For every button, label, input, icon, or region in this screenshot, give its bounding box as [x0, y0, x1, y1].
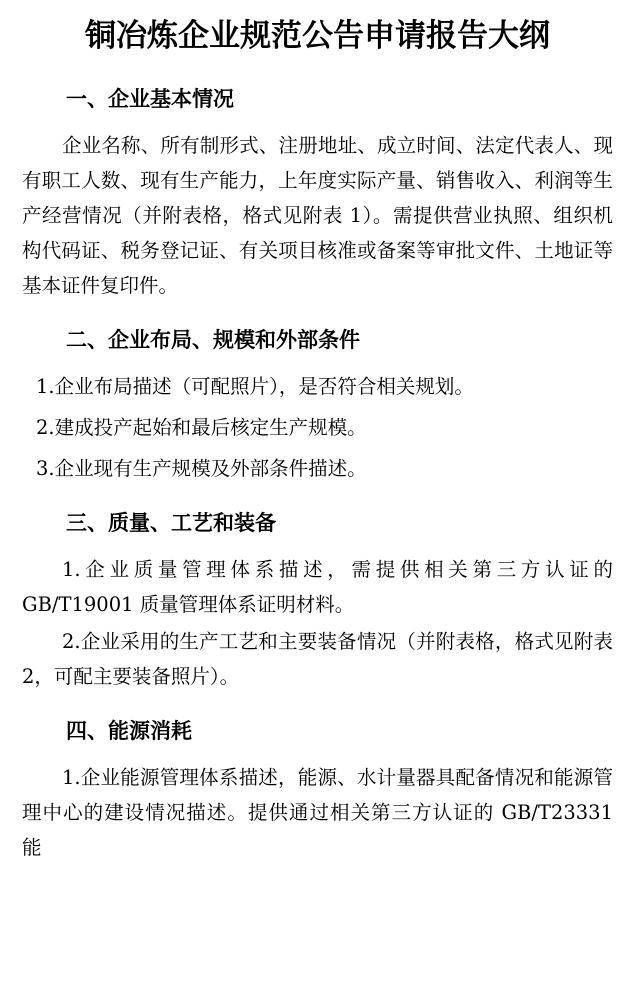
paragraph: 1.企业质量管理体系描述，需提供相关第三方认证的 GB/T19001 质量管理体系证明材料。 [22, 558, 613, 616]
section-heading: 三、质量、工艺和装备 [66, 511, 276, 535]
section-energy-consumption [22, 716, 613, 865]
paragraph: 2.建成投产起始和最后核定生产规模。 [36, 416, 367, 439]
section-basic-info [22, 84, 613, 303]
section-heading: 四、能源消耗 [66, 719, 192, 743]
page-title: 铜冶炼企业规范公告申请报告大纲 [85, 18, 550, 54]
paragraph: 2.企业采用的生产工艺和主要装备情况（并附表格，格式见附表 2，可配主要装备照片）。 [22, 630, 613, 688]
section-heading: 一、企业基本情况 [66, 87, 234, 111]
section-layout-scale [22, 325, 613, 486]
paragraph: 1.企业布局描述（可配照片），是否符合相关规划。 [36, 375, 474, 398]
paragraph: 企业名称、所有制形式、注册地址、成立时间、法定代表人、现有职工人数、现有生产能力，上年度实际产量、销售收入、利润等生产经营情况（并附表格，格式见附表 1）。需提供营业执照、组织机构代码证、税务登记证、有关项目核准或备案等审批文件、土地证等基本证件复印件。 [22, 134, 613, 297]
paragraph: 3.企业现有生产规模及外部条件描述。 [36, 457, 367, 480]
paragraph: 1.企业能源管理体系描述，能源、水计量器具配备情况和能源管理中心的建设情况描述。提供通过相关第三方认证的 GB/T23331 能 [22, 766, 613, 859]
section-quality-process [22, 508, 613, 694]
section-heading: 二、企业布局、规模和外部条件 [66, 328, 360, 352]
